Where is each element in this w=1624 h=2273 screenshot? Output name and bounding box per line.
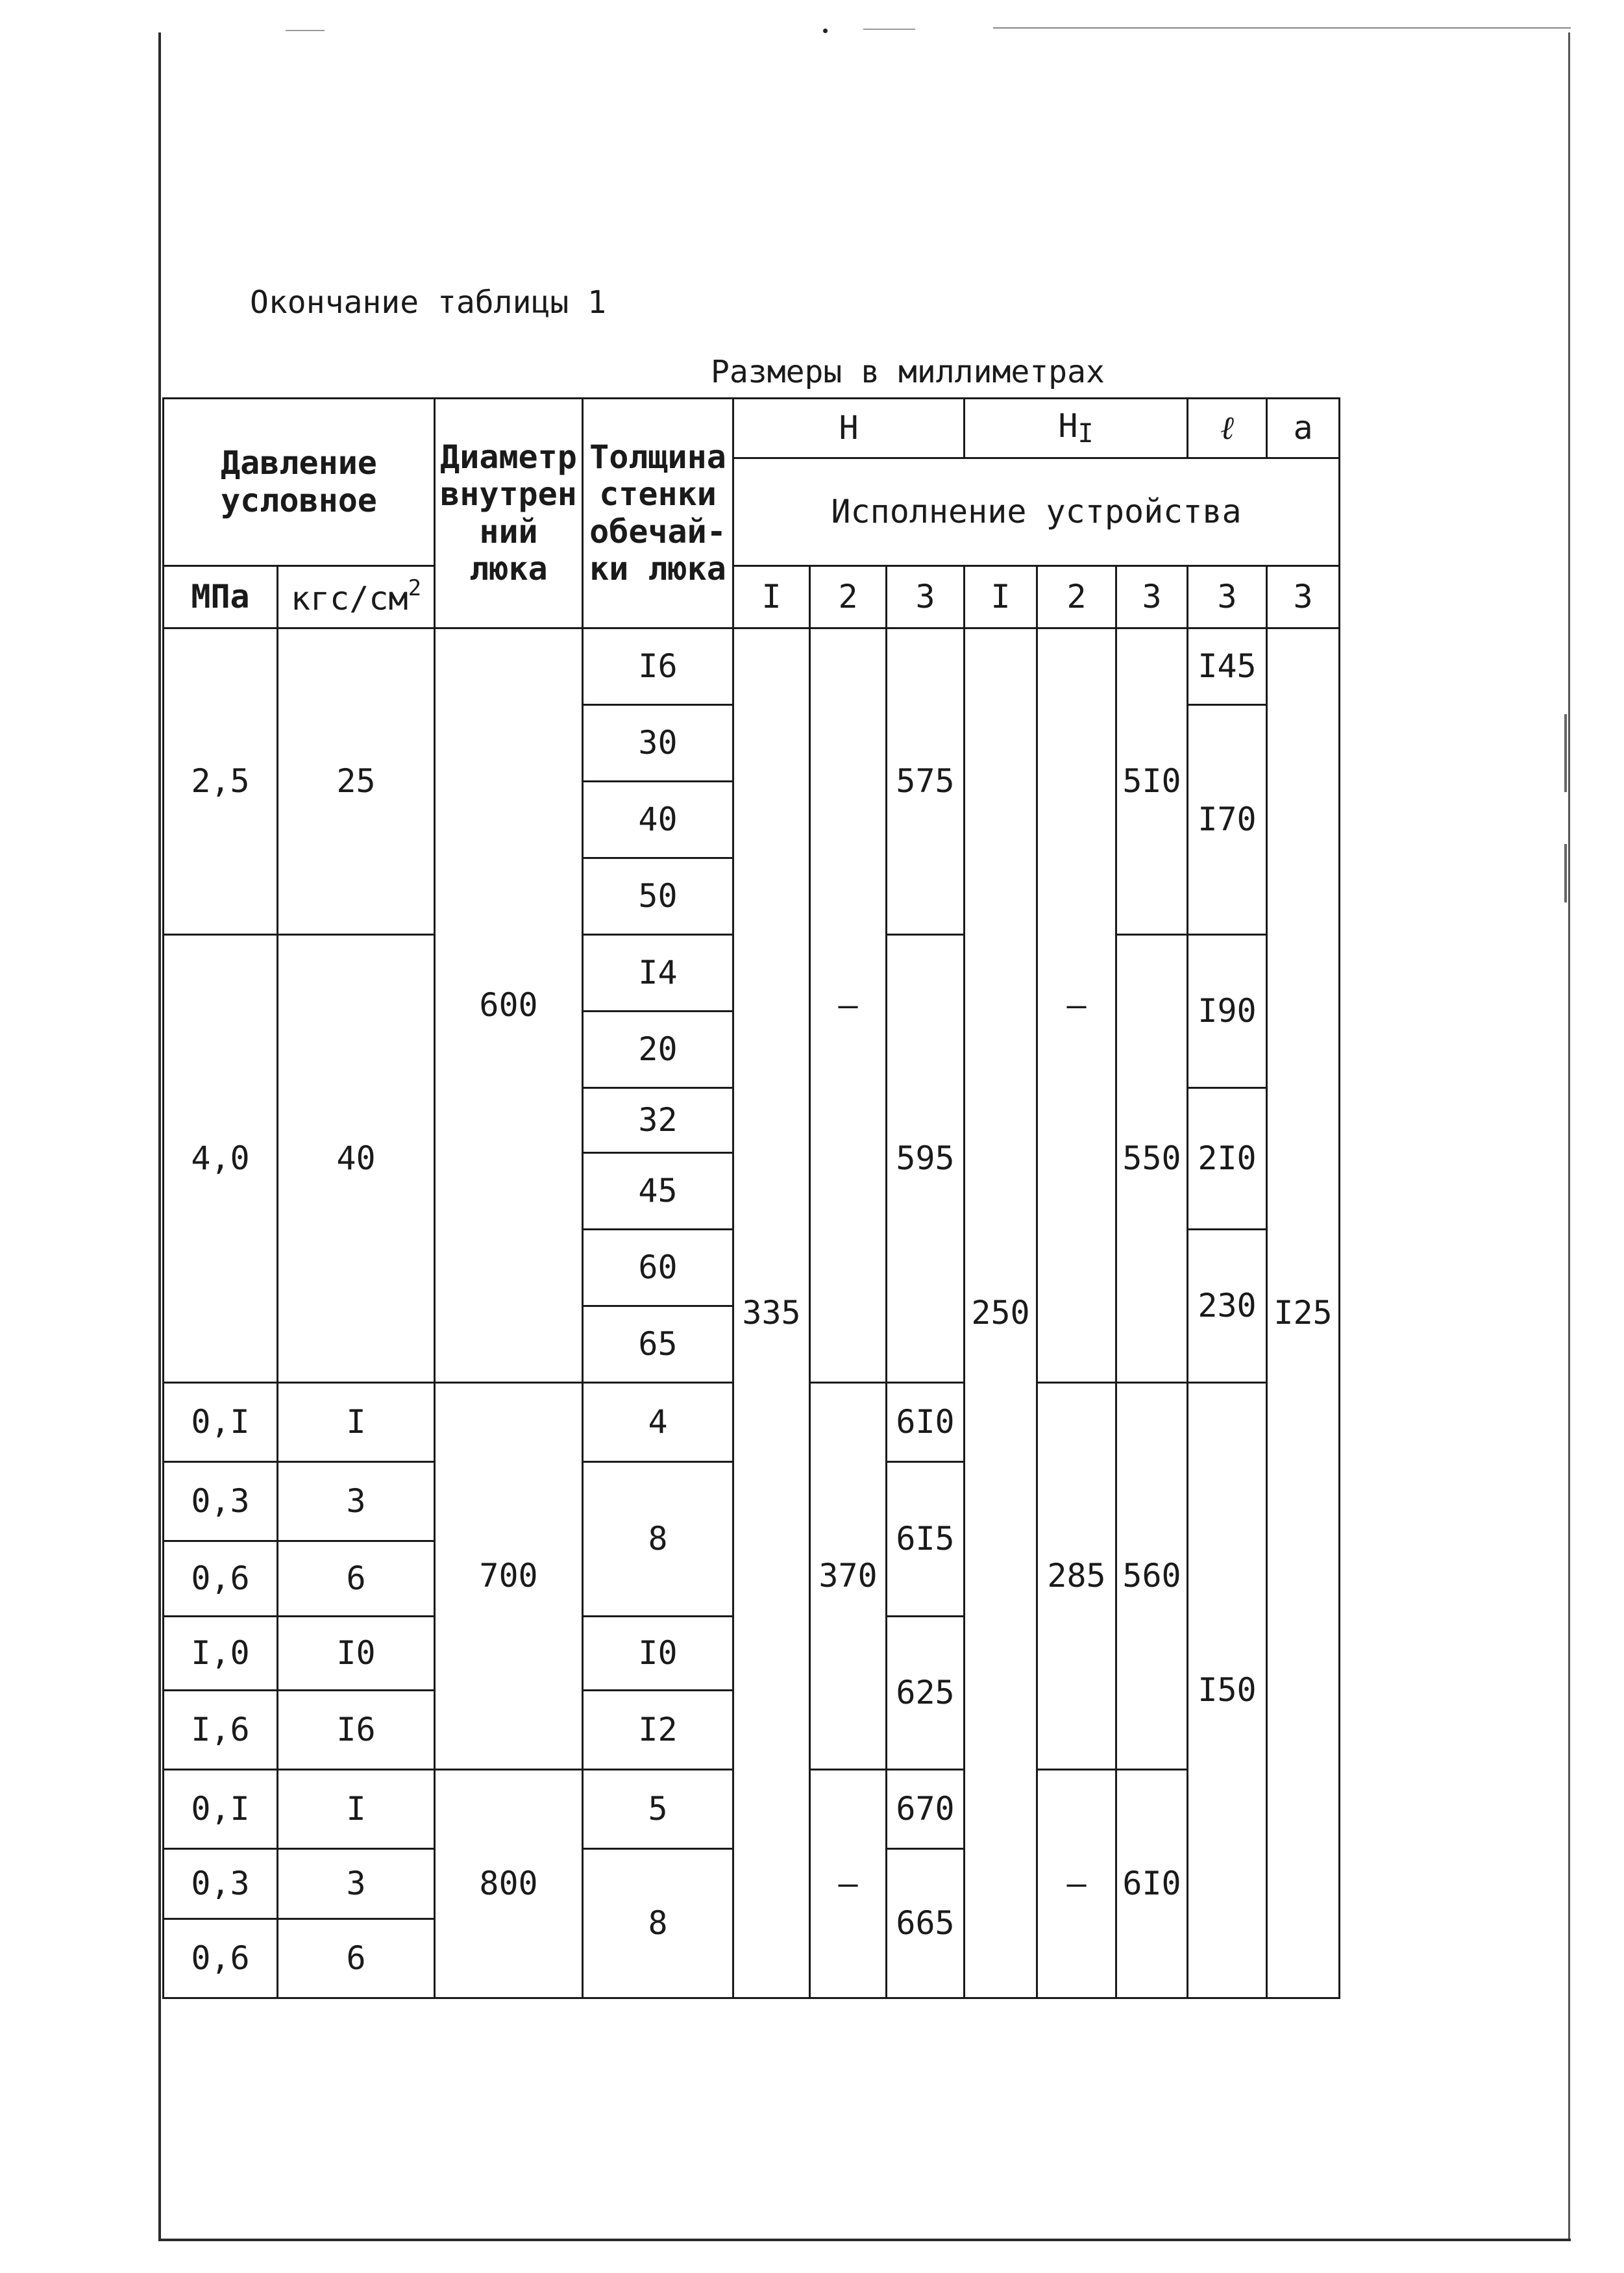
- header-l: ℓ: [1188, 399, 1267, 458]
- header-diameter: Диаметр внутрен ний люка: [435, 399, 583, 628]
- cell-l: 230: [1188, 1230, 1267, 1383]
- cell-thickness: 65: [583, 1306, 733, 1383]
- cell-H1-3: 5I0: [1116, 628, 1188, 935]
- cell-H-3: 670: [887, 1770, 965, 1849]
- scan-dot: [823, 29, 828, 33]
- cell-thickness: 8: [583, 1462, 733, 1617]
- header-pressure: Давление условное: [164, 399, 435, 566]
- table-caption: Окончание таблицы 1: [250, 284, 607, 321]
- cell-kgf: I0: [278, 1617, 435, 1691]
- header-H: Н: [733, 399, 965, 458]
- ver-a-3: 3: [1267, 566, 1340, 628]
- cell-H1-1: 250: [965, 628, 1037, 1998]
- cell-H1-3: 560: [1116, 1383, 1188, 1770]
- page-frame-bottom: [158, 2239, 1571, 2241]
- cell-H-2: –: [810, 1770, 887, 1998]
- ver-H-2: 2: [810, 566, 887, 628]
- cell-thickness: I2: [583, 1691, 733, 1770]
- cell-thickness: 50: [583, 858, 733, 935]
- header-H1: [965, 399, 1188, 458]
- cell-mpa: 0,3: [164, 1462, 278, 1541]
- ver-H-1: I: [733, 566, 810, 628]
- header-H1-sub: I: [1077, 419, 1094, 449]
- cell-thickness: I0: [583, 1617, 733, 1691]
- cell-mpa: 4,0: [164, 935, 278, 1383]
- cell-mpa: 0,I: [164, 1770, 278, 1849]
- unit-kgf: [278, 566, 435, 628]
- header-H1-base: Н: [1058, 407, 1078, 445]
- cell-H-3: 6I5: [887, 1462, 965, 1617]
- cell-H-3: 625: [887, 1617, 965, 1770]
- cell-kgf: 40: [278, 935, 435, 1383]
- cell-H1-2: –: [1037, 1770, 1116, 1998]
- unit-kgf-base: кгс/см: [290, 580, 408, 618]
- cell-diameter: 600: [435, 628, 583, 1383]
- cell-H-1: 335: [733, 628, 810, 1998]
- cell-H-3: 595: [887, 935, 965, 1383]
- cell-kgf: I6: [278, 1691, 435, 1770]
- cell-thickness: 8: [583, 1849, 733, 1998]
- cell-kgf: 3: [278, 1849, 435, 1919]
- cell-H1-3: 6I0: [1116, 1770, 1188, 1998]
- cell-l: I45: [1188, 628, 1267, 705]
- cell-a: I25: [1267, 628, 1340, 1998]
- cell-mpa: 0,I: [164, 1383, 278, 1462]
- cell-H-3: 6I0: [887, 1383, 965, 1462]
- cell-kgf: 6: [278, 1919, 435, 1998]
- cell-mpa: I,0: [164, 1617, 278, 1691]
- cell-kgf: 3: [278, 1462, 435, 1541]
- cell-thickness: I4: [583, 935, 733, 1012]
- cell-l: I90: [1188, 935, 1267, 1088]
- page-frame-top-mark: [286, 30, 325, 31]
- cell-mpa: I,6: [164, 1691, 278, 1770]
- ver-H-3: 3: [887, 566, 965, 628]
- cell-H-2: –: [810, 628, 887, 1383]
- cell-diameter: 700: [435, 1383, 583, 1770]
- cell-thickness: 45: [583, 1153, 733, 1230]
- header-design: Исполнение устройства: [733, 458, 1340, 566]
- scan-mark: [1564, 844, 1567, 902]
- dimensions-table: [162, 397, 1340, 1999]
- cell-H-2: 370: [810, 1383, 887, 1770]
- page-frame-left: [158, 32, 161, 2240]
- cell-mpa: 2,5: [164, 628, 278, 935]
- page-frame-top-mark: [863, 29, 915, 30]
- scan-mark: [1564, 714, 1567, 792]
- cell-mpa: 0,6: [164, 1541, 278, 1617]
- header-a: а: [1267, 399, 1340, 458]
- cell-thickness: 60: [583, 1230, 733, 1306]
- cell-kgf: I: [278, 1383, 435, 1462]
- ver-H1-3: 3: [1116, 566, 1188, 628]
- cell-H-3: 575: [887, 628, 965, 935]
- cell-thickness: 20: [583, 1012, 733, 1088]
- cell-H-3: 665: [887, 1849, 965, 1998]
- cell-thickness: 32: [583, 1088, 733, 1153]
- cell-thickness: 40: [583, 782, 733, 858]
- cell-thickness: 30: [583, 705, 733, 782]
- cell-l: I50: [1188, 1383, 1267, 1998]
- cell-H1-3: 550: [1116, 935, 1188, 1383]
- cell-l: I70: [1188, 705, 1267, 935]
- ver-l-3: 3: [1188, 566, 1267, 628]
- cell-thickness: 5: [583, 1770, 733, 1849]
- cell-mpa: 0,3: [164, 1849, 278, 1919]
- units-note: Размеры в миллиметрах: [711, 354, 1105, 390]
- cell-kgf: I: [278, 1770, 435, 1849]
- header-thickness: Толщина стенки обечай- ки люка: [583, 399, 733, 628]
- ver-H1-2: 2: [1037, 566, 1116, 628]
- page-frame-top: [993, 27, 1571, 29]
- cell-l: 2I0: [1188, 1088, 1267, 1230]
- page-frame-right: [1568, 32, 1570, 2240]
- cell-mpa: 0,6: [164, 1919, 278, 1998]
- cell-thickness: I6: [583, 628, 733, 705]
- cell-kgf: 6: [278, 1541, 435, 1617]
- unit-kgf-sup: 2: [408, 575, 422, 602]
- cell-H1-2: –: [1037, 628, 1116, 1383]
- unit-mpa: МПа: [164, 566, 278, 628]
- ver-H1-1: I: [965, 566, 1037, 628]
- cell-thickness: 4: [583, 1383, 733, 1462]
- cell-H1-2: 285: [1037, 1383, 1116, 1770]
- cell-kgf: 25: [278, 628, 435, 935]
- cell-diameter: 800: [435, 1770, 583, 1998]
